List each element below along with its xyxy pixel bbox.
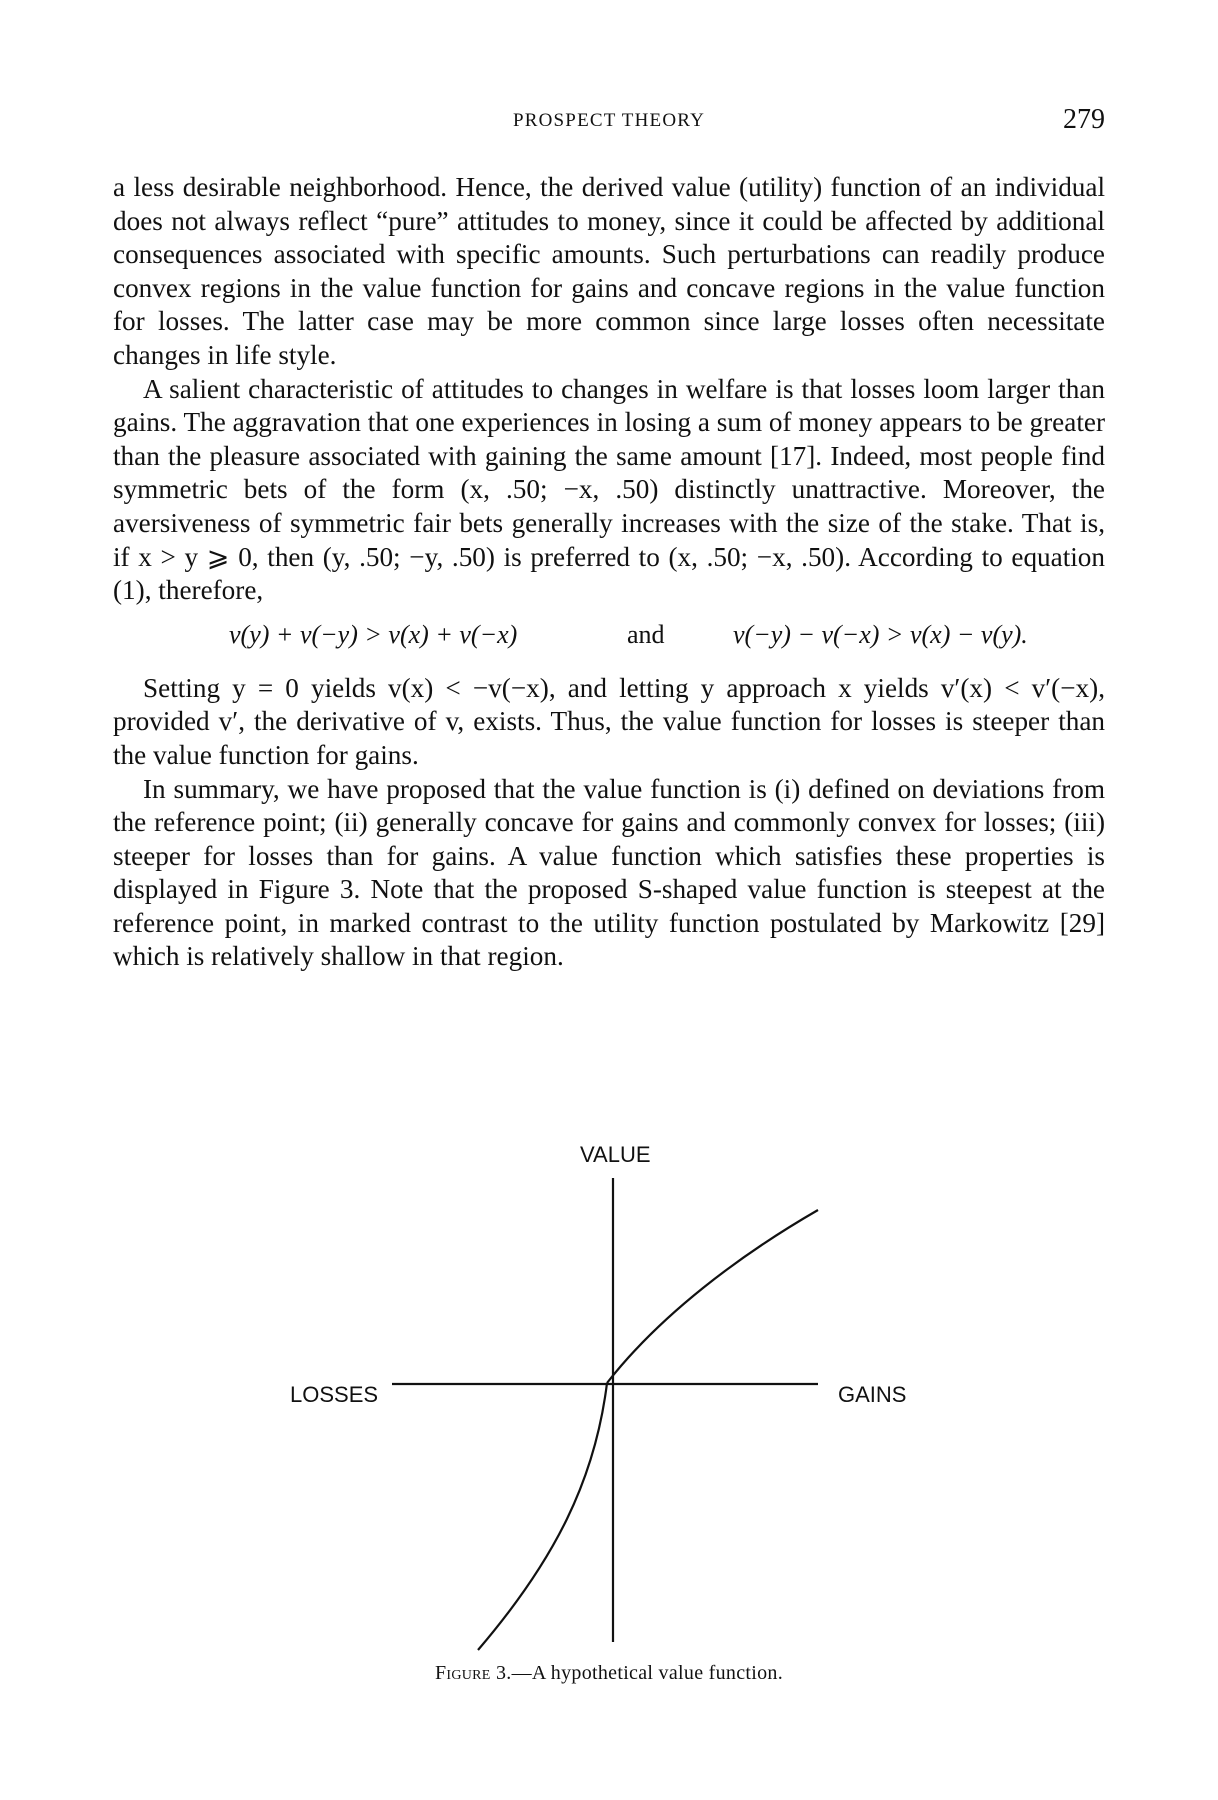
- running-head: [113, 104, 1105, 138]
- paragraph-2: A salient characteristic of attitudes to changes in welfare is that losses loom larger than gains. The aggravation that one experiences in losing a sum of money appears to be greater than the pleasure associated with gaining the same amount [17]. Indeed, most people find symmetric bets of the form (x, .50; −x, .50) distinctly unattractive. Moreover, the aversiveness of symmetric fair bets generally increases with the size of the stake. That is, if x > y ⩾ 0, then (y, .50; −y, .50) is preferred to (x, .50; −x, .50). According to equation (1), therefore,: [113, 373, 1105, 606]
- figure-caption: [0, 1662, 1218, 1685]
- value-function-plot: [0, 1120, 1218, 1680]
- equation: [113, 608, 1105, 672]
- equation-connector: and: [627, 619, 665, 649]
- caption-prefix: Figure 3.: [434, 1662, 512, 1684]
- paragraph-3: Setting y = 0 yields v(x) < −v(−x), and letting y approach x yields v′(x) < v′(−x), provided v′, the derivative of v, exists. Thus, the value function for losses is steeper than the value function for gains.: [113, 672, 1105, 770]
- x-axis-positive-label: GAINS: [838, 1382, 907, 1407]
- body-text: [113, 171, 1105, 974]
- page-number: 279: [1063, 104, 1105, 135]
- y-axis-label: VALUE: [580, 1142, 651, 1167]
- figure-value-function: [0, 1120, 1218, 1680]
- x-axis-negative-label: LOSSES: [290, 1382, 379, 1407]
- value-curve-losses: [478, 1383, 607, 1650]
- paragraph-4: In summary, we have proposed that the value function is (i) defined on deviations from the reference point; (ii) generally concave for gains and commonly convex for losses; (iii) steeper for losses than for gains. A value function which satisfies these properties is displayed in Figure 3. Note that the proposed S-shaped value function is steepest at the reference point, in marked contrast to the utility function postulated by Markowitz [29] which is relatively shallow in that region.: [113, 773, 1105, 972]
- equation-right: v(−y) − v(−x) > v(x) − v(y).: [733, 619, 1028, 649]
- running-title: PROSPECT THEORY: [512, 110, 706, 131]
- value-curve-gains: [607, 1210, 818, 1383]
- equation-left: v(y) + v(−y) > v(x) + v(−x): [229, 619, 518, 649]
- caption-text: —A hypothetical value function.: [511, 1662, 784, 1684]
- paragraph-1: a less desirable neighborhood. Hence, the derived value (utility) function of an individual does not always reflect “pure” attitudes to money, since it could be affected by additional consequences associated with specific amounts. Such perturbations can readily produce convex regions in the value function for gains and concave regions in the value function for losses. The latter case may be more common since large losses often necessitate changes in life style.: [113, 172, 1105, 370]
